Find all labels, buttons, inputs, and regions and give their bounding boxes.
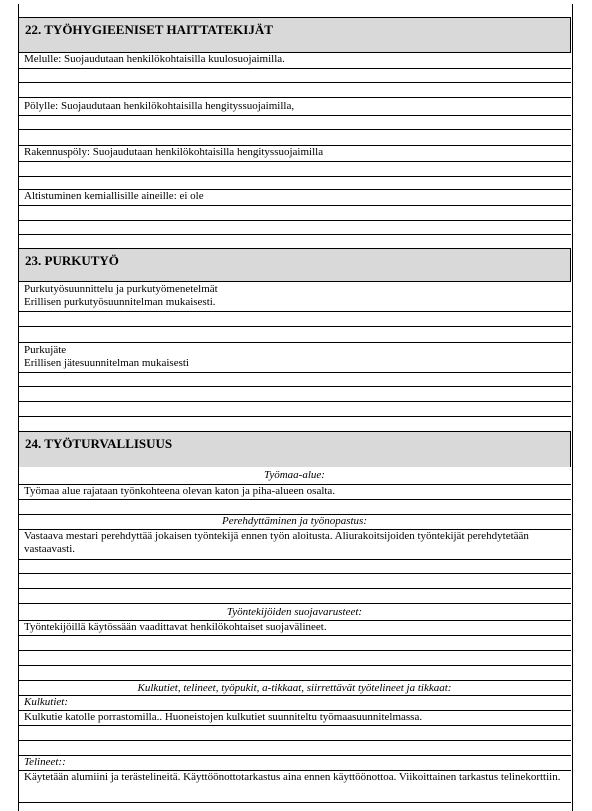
divider xyxy=(18,372,571,373)
divider xyxy=(18,802,571,803)
tyomaa-heading-row xyxy=(18,469,571,484)
divider xyxy=(18,176,571,177)
purkujate-detail-row xyxy=(18,357,571,372)
divider xyxy=(18,499,571,500)
purkutyosuunnittelu-row xyxy=(18,281,571,296)
divider xyxy=(18,650,571,651)
section-23-title: 23. PURKUTYÖ xyxy=(25,253,119,268)
rakennuspoly-row xyxy=(18,145,571,161)
perehdytys-row xyxy=(18,529,571,558)
divider xyxy=(18,82,571,83)
divider xyxy=(18,326,571,327)
divider xyxy=(18,725,571,726)
divider xyxy=(18,573,571,574)
divider xyxy=(18,588,571,589)
altistuminen-text: Altistuminen kemiallisille aineille: ei ole xyxy=(24,190,204,202)
tyomaa-text: Työmaa alue rajataan työnkohteena olevan katon ja piha-alueen osalta. xyxy=(24,485,336,497)
tyomaa-heading: Työmaa-alue: xyxy=(264,469,325,481)
section-24-header xyxy=(18,431,571,467)
melu-text: Melulle: Suojaudutaan henkilökohtaisilla kuulosuojaimilla. xyxy=(24,53,285,65)
divider xyxy=(18,665,571,666)
kulkutiet-heading-row xyxy=(18,680,571,695)
section-22-title: 22. TYÖHYGIEENISET HAITTATEKIJÄT xyxy=(25,22,273,37)
divider xyxy=(18,740,571,741)
purkutyosuunnittelu-detail-row xyxy=(18,296,571,311)
divider xyxy=(18,205,571,206)
telineet-label-row xyxy=(18,755,571,770)
perehdytys-heading: Perehdyttäminen ja työnopastus: xyxy=(221,515,367,527)
purkujate-row xyxy=(18,342,571,357)
kulkutiet-heading: Kulkutiet, telineet, työpukit, a-tikkaat, siirrettävät työtelineet ja tikkaat: xyxy=(137,682,452,694)
divider xyxy=(18,115,571,116)
purkutyosuunnittelu-text: Purkutyösuunnittelu ja purkutyömenetelmät xyxy=(24,283,218,295)
suojavarusteet-heading: Työntekijöiden suojavarusteet: xyxy=(226,606,363,618)
section-22-header xyxy=(18,17,571,52)
kulkutiet-label-row xyxy=(18,695,571,710)
suojavarusteet-row xyxy=(18,620,571,635)
section-23-header xyxy=(18,248,571,281)
poly-text: Pölylle: Suojaudutaan henkilökohtaisilla hengityssuojaimilla, xyxy=(24,100,295,112)
altistuminen-row xyxy=(18,189,571,205)
rakennuspoly-text: Rakennuspöly: Suojaudutaan henkilökohtaisilla hengityssuojaimilla xyxy=(24,146,324,158)
telineet-row xyxy=(18,770,571,801)
kulkutiet-text: Kulkutie katolle porrastomilla.. Huoneistojen kulkutiet suunniteltu työmaasuunnitelmassa. xyxy=(24,711,423,723)
tyomaa-row xyxy=(18,484,571,499)
poly-row xyxy=(18,97,571,115)
divider xyxy=(18,68,571,69)
purkujate-detail: Erillisen jätesuunnitelman mukaisesti xyxy=(24,357,189,369)
section-24-title: 24. TYÖTURVALLISUUS xyxy=(25,436,173,451)
purkutyosuunnittelu-detail: Erillisen purkutyösuunnitelman mukaisesti. xyxy=(24,296,216,308)
divider xyxy=(18,161,571,162)
kulkutiet-row xyxy=(18,710,571,725)
perehdytys-heading-row xyxy=(18,514,571,529)
suojavarusteet-text: Työntekijöillä käytössään vaadittavat henkilökohtaiset suojavälineet. xyxy=(24,621,327,633)
divider xyxy=(18,311,571,312)
divider xyxy=(18,386,571,387)
divider xyxy=(18,129,571,130)
melu-row xyxy=(18,52,571,68)
divider xyxy=(18,401,571,402)
telineet-text: Käytetään alumiini ja terästelineitä. Käyttöönottotarkastus aina ennen käyttöönottoa. Viikoittainen tarkastus telinekorttiin. xyxy=(24,771,561,783)
purkujate-text: Purkujäte xyxy=(24,344,67,356)
divider xyxy=(18,559,571,560)
kulkutiet-label: Kulkutiet: xyxy=(24,696,68,708)
divider xyxy=(18,635,571,636)
suojavarusteet-heading-row xyxy=(18,603,571,620)
telineet-label: Telineet:: xyxy=(24,756,66,768)
perehdytys-text: Vastaava mestari perehdyttää jokaisen työntekijä ennen työn aloitusta. Aliurakoitsijoiden työntekijät perehdytetään vastaavasti. xyxy=(24,530,529,555)
divider xyxy=(18,416,571,417)
divider xyxy=(18,234,571,235)
divider xyxy=(18,220,571,221)
